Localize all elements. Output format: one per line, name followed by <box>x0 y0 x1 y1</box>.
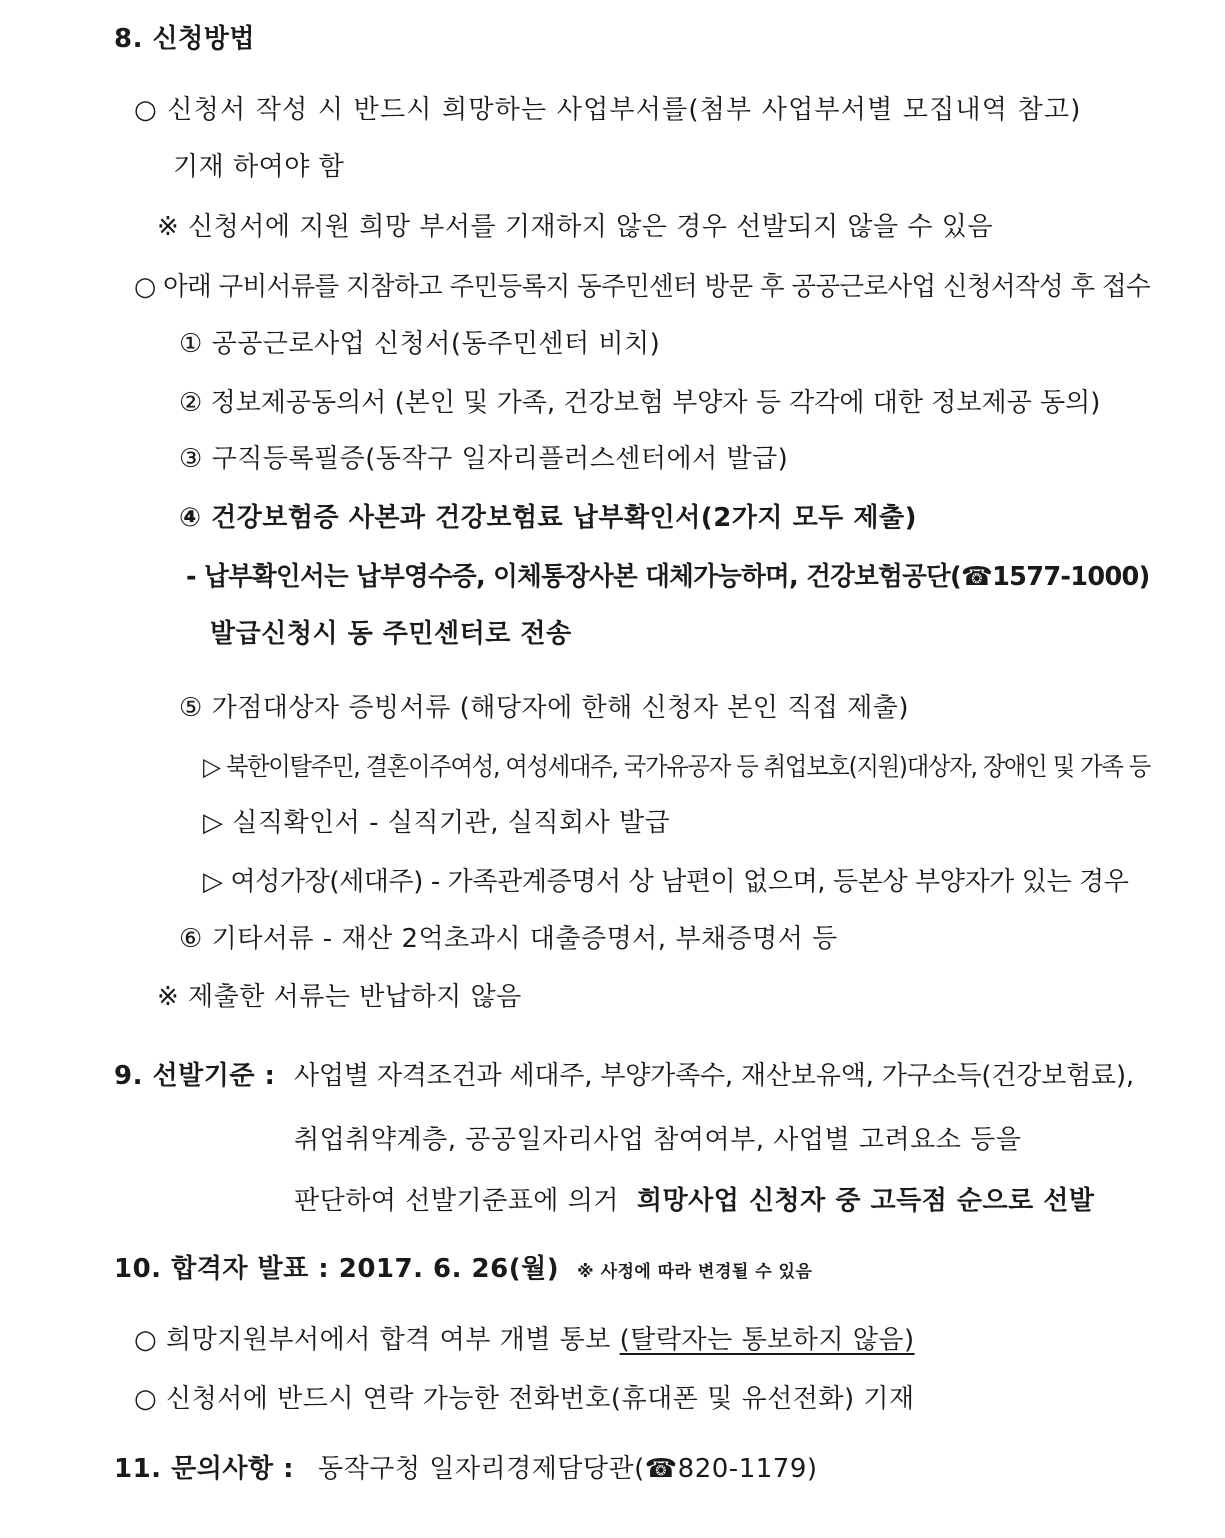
section-8-bullet-1-line-1: ○ 신청서 작성 시 반드시 희망하는 사업부서를(첨부 사업부서별 모집내역 참고) <box>134 95 1082 125</box>
document-item-5-sub-a: ▷ 북한이탈주민, 결혼이주여성, 여성세대주, 국가유공자 등 취업보호(지원)대상자, 장애인 및 가족 등 <box>203 752 1151 781</box>
section-11-heading: 11. 문의사항 : <box>114 1454 295 1484</box>
document-item-4-sub-line-1: - 납부확인서는 납부영수증, 이체통장사본 대체가능하며, 건강보험공단(☎1577-1000) <box>186 562 1150 592</box>
document-item-1: ① 공공근로사업 신청서(동주민센터 비치) <box>179 329 661 359</box>
document-item-5-sub-c: ▷ 여성가장(세대주) - 가족관계증명서 상 남편이 없으며, 등본상 부양자가 있는 경우 <box>203 867 1129 897</box>
section-9-line-3-plain: 판단하여 선발기준표에 의거 <box>294 1186 619 1216</box>
section-10-bullet-1-underlined: (탈락자는 통보하지 않음) <box>619 1325 915 1355</box>
section-8-heading: 8. 신청방법 <box>114 24 255 54</box>
document-item-2: ② 정보제공동의서 (본인 및 가족, 건강보험 부양자 등 각각에 대한 정보제공 동의) <box>179 388 1101 418</box>
section-10-bullet-1-plain: ○ 희망지원부서에서 합격 여부 개별 통보 <box>134 1325 611 1355</box>
section-10-bullet-2: ○ 신청서에 반드시 연락 가능한 전화번호(휴대폰 및 유선전화) 기재 <box>134 1384 915 1414</box>
section-9-heading: 9. 선발기준 : <box>114 1061 276 1091</box>
section-9-line-1: 사업별 자격조건과 세대주, 부양가족수, 재산보유액, 가구소득(건강보험료), <box>294 1061 1134 1091</box>
section-9-line-3 <box>294 1184 1095 1218</box>
announcement-note: ※ 사정에 따라 변경될 수 있음 <box>577 1262 813 1282</box>
document-item-5-sub-b: ▷ 실직확인서 - 실직기관, 실직회사 발급 <box>203 808 671 838</box>
section-9-line-3-emphasis: 희망사업 신청자 중 고득점 순으로 선발 <box>636 1186 1095 1216</box>
section-9-line-2: 취업취약계층, 공공일자리사업 참여여부, 사업별 고려요소 등을 <box>294 1125 1022 1155</box>
section-10-heading <box>114 1252 812 1289</box>
document-item-4: ④ 건강보험증 사본과 건강보험료 납부확인서(2가지 모두 제출) <box>179 503 917 533</box>
document-item-3: ③ 구직등록필증(동작구 일자리플러스센터에서 발급) <box>179 444 789 474</box>
section-8-note-1: ※ 신청서에 지원 희망 부서를 기재하지 않은 경우 선발되지 않을 수 있음 <box>157 212 993 242</box>
document-item-4-sub-line-2: 발급신청시 동 주민센터로 전송 <box>210 619 572 649</box>
section-10-bullet-1 <box>134 1323 915 1357</box>
section-8-note-2: ※ 제출한 서류는 반납하지 않음 <box>157 982 522 1012</box>
document-item-5: ⑤ 가점대상자 증빙서류 (해당자에 한해 신청자 본인 직접 제출) <box>179 693 909 723</box>
document-item-6: ⑥ 기타서류 - 재산 2억초과시 대출증명서, 부채증명서 등 <box>179 924 838 954</box>
section-11-contact: 동작구청 일자리경제담당관(☎820-1179) <box>318 1454 818 1484</box>
section-8-bullet-2: ○ 아래 구비서류를 지참하고 주민등록지 동주민센터 방문 후 공공근로사업 신청서작성 후 접수 <box>134 272 1151 302</box>
section-8-bullet-1-line-2: 기재 하여야 함 <box>173 152 345 182</box>
announcement-date: 10. 합격자 발표 : 2017. 6. 26(월) <box>114 1254 560 1284</box>
